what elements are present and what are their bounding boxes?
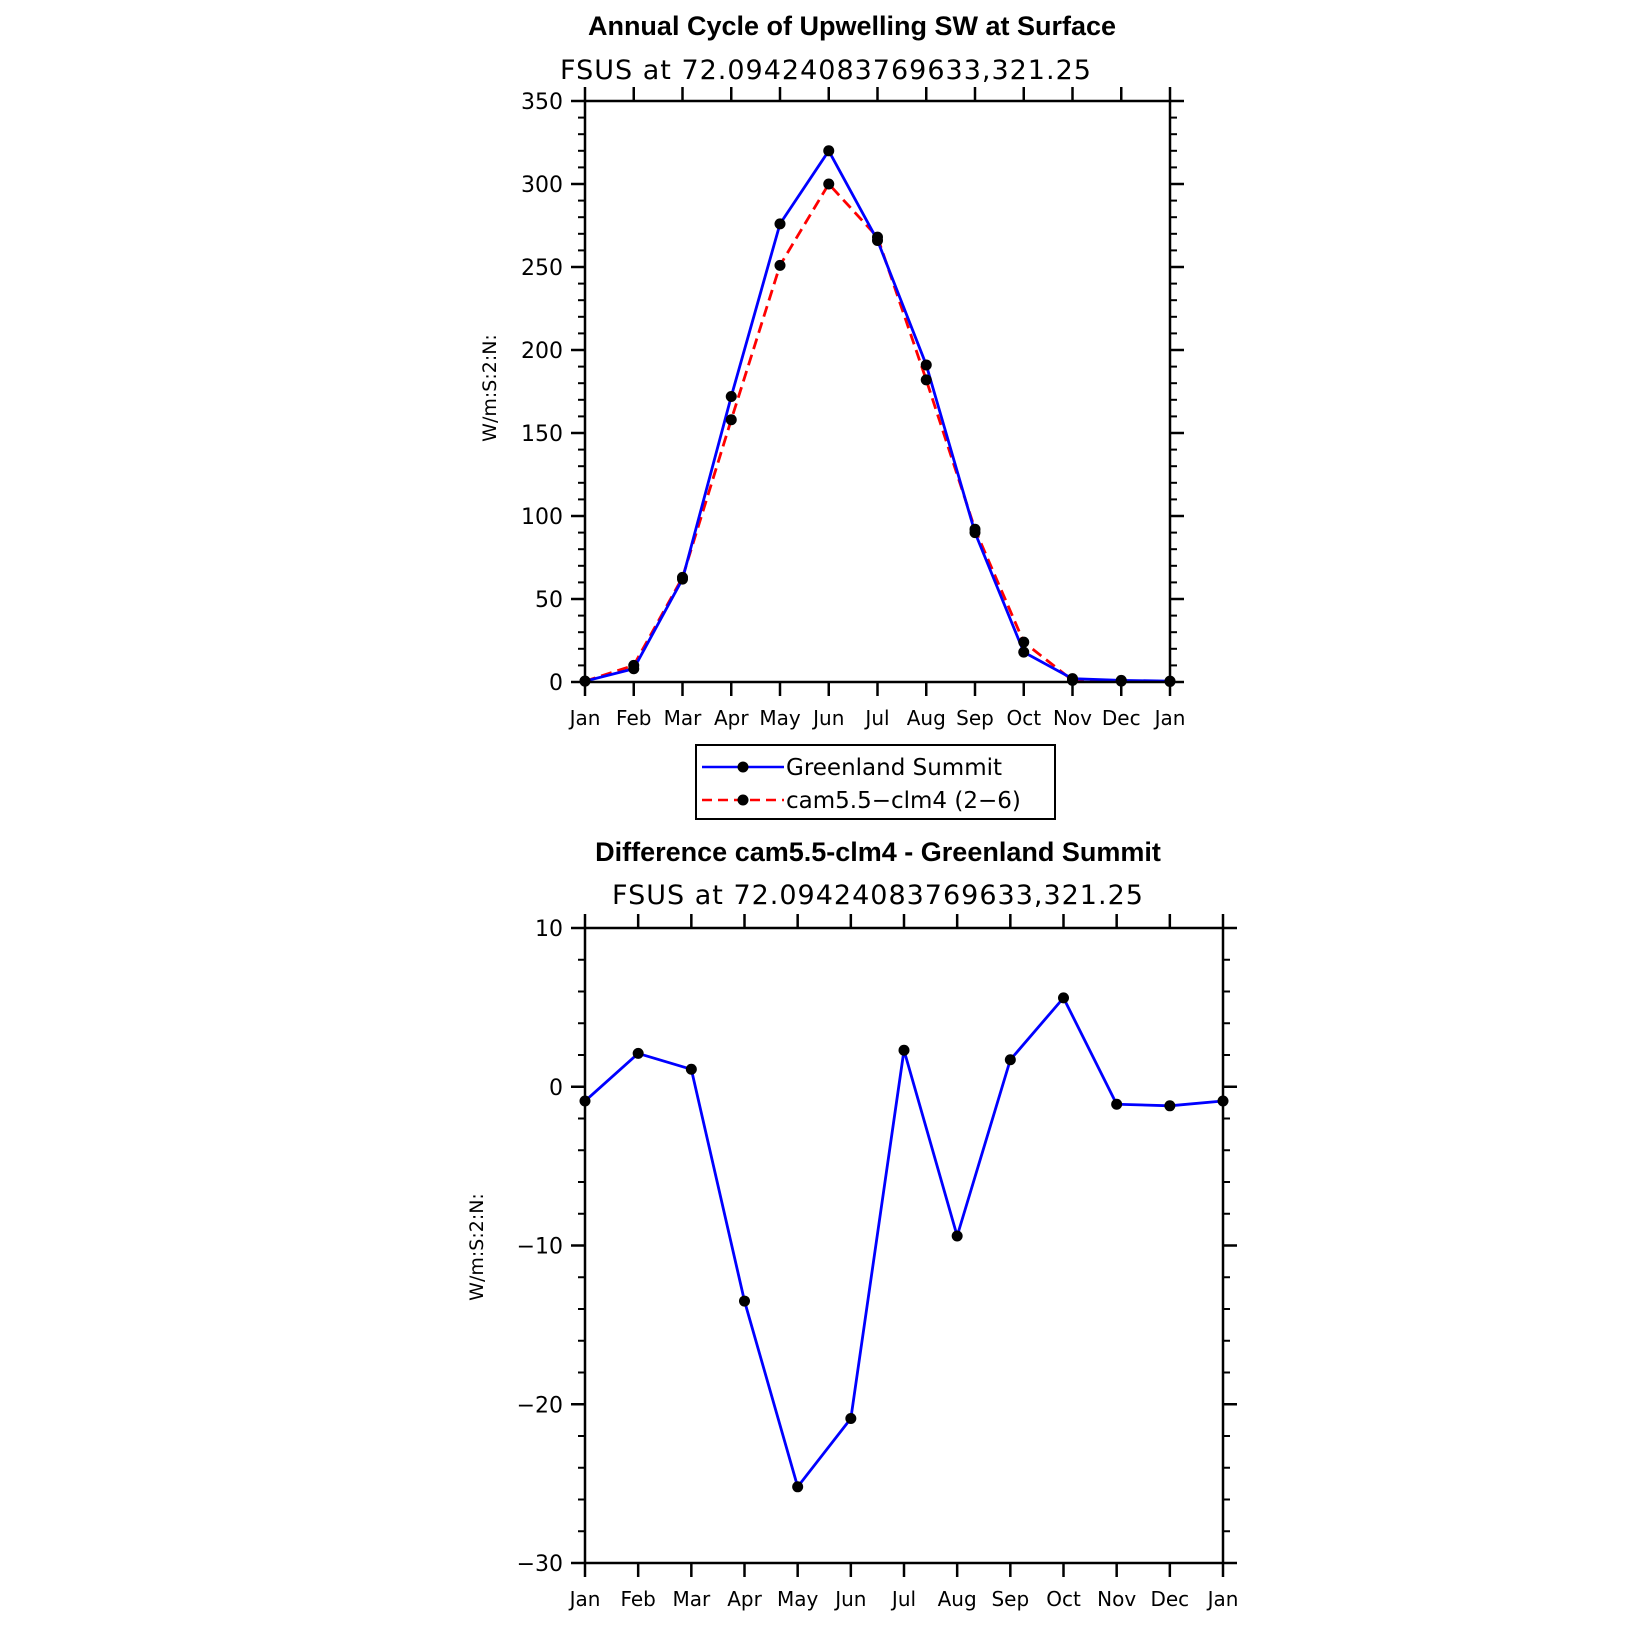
y-tick-label: 0 [549, 671, 563, 696]
series-line-1 [585, 184, 1170, 682]
data-point [899, 1045, 910, 1056]
x-tick-label: Nov [1097, 1587, 1137, 1611]
x-tick-label: May [776, 1587, 819, 1611]
chart-title: Difference cam5.5-clm4 - Greenland Summit [595, 837, 1161, 867]
data-point [921, 374, 932, 385]
legend-label-greenland-summit: Greenland Summit [786, 755, 1003, 781]
legend-marker-greenland-summit [738, 762, 749, 773]
axes-ticks [571, 914, 1237, 1577]
y-tick-labels [517, 917, 563, 1577]
x-tick-label: Nov [1052, 706, 1093, 730]
x-tick-label: Sep [991, 1587, 1030, 1611]
data-point [952, 1230, 963, 1241]
x-tick-label: Oct [1046, 1587, 1081, 1611]
data-point [775, 260, 786, 271]
series-group [580, 992, 1229, 1492]
data-point [845, 1413, 856, 1424]
y-tick-label: −10 [516, 1234, 563, 1260]
axes-ticks [571, 87, 1184, 696]
series-line-0 [585, 151, 1170, 681]
legend [696, 745, 1055, 819]
data-point [633, 1048, 644, 1059]
data-point [792, 1481, 803, 1492]
y-tick-label: 0 [549, 1075, 563, 1101]
y-tick-label: 200 [521, 339, 563, 364]
x-tick-label: May [759, 706, 801, 730]
data-point [1005, 1054, 1016, 1065]
data-point [872, 232, 883, 243]
x-tick-label: Jan [569, 706, 601, 730]
legend-label-cam5-clm4: cam5.5−clm4 (2−6) [786, 788, 1021, 814]
y-tick-label: 150 [521, 422, 563, 447]
difference-chart [466, 837, 1238, 1611]
x-tick-label: Mar [672, 1587, 711, 1611]
data-point [686, 1064, 697, 1075]
y-tick-label: 300 [521, 173, 563, 198]
y-tick-label: 100 [521, 505, 563, 530]
x-tick-label: Oct [1006, 706, 1042, 730]
x-tick-label: Apr [727, 1587, 762, 1611]
data-point [1067, 675, 1078, 686]
data-point [1018, 647, 1029, 658]
x-tick-label: Sep [956, 706, 994, 730]
data-point [823, 179, 834, 190]
legend-marker-cam5-clm4 [738, 795, 749, 806]
y-tick-label: 50 [535, 588, 563, 613]
data-point [677, 572, 688, 583]
x-tick-label: Jan [569, 1587, 601, 1611]
chart-title: Annual Cycle of Upwelling SW at Surface [587, 11, 1117, 41]
y-tick-labels [521, 90, 563, 696]
y-tick-label: 250 [521, 256, 563, 281]
y-axis-label: W/m:S:2:N: [466, 1193, 488, 1301]
x-tick-label: Jun [835, 1587, 867, 1611]
x-tick-label: Apr [713, 706, 749, 730]
x-tick-label: Dec [1150, 1587, 1190, 1611]
data-point [921, 359, 932, 370]
x-tick-label: Dec [1101, 706, 1141, 730]
series-group [580, 145, 1176, 687]
data-point [775, 218, 786, 229]
y-tick-label: 10 [535, 917, 563, 942]
plot-frame [585, 928, 1223, 1563]
x-tick-label: Aug [906, 706, 946, 730]
y-axis-label: W/m:S:2:N: [479, 334, 501, 442]
x-tick-label: Jan [1207, 1587, 1239, 1611]
data-point [823, 145, 834, 156]
x-tick-label: Feb [616, 706, 652, 730]
y-tick-label: 350 [521, 90, 563, 115]
annual-cycle-chart [479, 11, 1185, 730]
x-tick-label: Jul [865, 706, 890, 730]
chart-subtitle: FSUS at 72.09424083769633,321.25 [560, 55, 1092, 86]
data-point [726, 414, 737, 425]
x-tick-label: Mar [663, 706, 702, 730]
data-point [726, 391, 737, 402]
y-tick-label: −30 [516, 1552, 563, 1577]
x-tick-label: Feb [620, 1587, 656, 1611]
x-tick-label: Jun [813, 706, 845, 730]
x-tick-label: Aug [937, 1587, 977, 1611]
series-line-0 [585, 998, 1223, 1487]
data-point [628, 660, 639, 671]
data-point [739, 1296, 750, 1307]
x-tick-label: Jul [891, 1587, 917, 1611]
data-point [1018, 637, 1029, 648]
data-point [1058, 992, 1069, 1003]
data-point [1164, 1100, 1175, 1111]
x-tick-labels [568, 706, 1186, 730]
y-tick-label: −20 [516, 1393, 563, 1419]
x-tick-labels [568, 1587, 1239, 1611]
data-point [970, 524, 981, 535]
x-tick-label: Jan [1154, 706, 1186, 730]
data-point [1111, 1099, 1122, 1110]
chart-subtitle: FSUS at 72.09424083769633,321.25 [612, 880, 1144, 911]
